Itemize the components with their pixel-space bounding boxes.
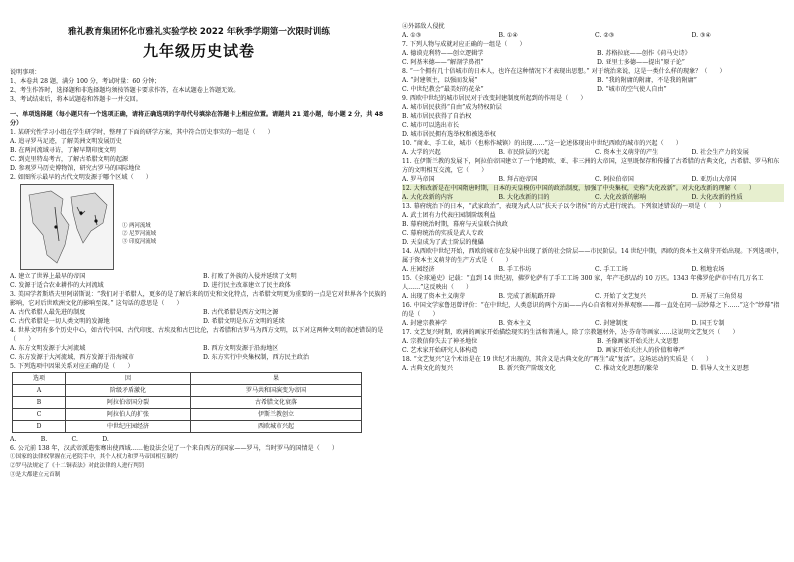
- question-stem: 12. 大和改新是在中国隋唐时期，日本的天皇模仿中国的政治制度，加强了中央集权，史称“大化改新”。对大化改新的理解（ ）: [402, 185, 756, 192]
- table-header-row: [13, 373, 362, 385]
- table-cell: 中世纪庄园经济: [66, 421, 191, 433]
- option: B. 在两河流域寻访，了解早期印度文明: [10, 147, 116, 154]
- option: A. 宗教信仰失去了神圣地位: [402, 338, 478, 345]
- instruction-item: 1、本卷共 28 题，满分 100 分，考试时量：60 分钟；: [10, 78, 161, 85]
- option: A. 大学的兴起: [402, 149, 441, 156]
- option: A. 封建宗教神学: [402, 320, 447, 327]
- question-stem: 13. 幕府统治下的日本，“武家政治”，表现为武人以“扶天子以令诸侯”的方式进行统治。下列叙述错误的一项是（ ）: [402, 203, 725, 210]
- instructions-heading: 说明事项：: [10, 69, 41, 76]
- question-stem: 5. 下列选项中因果关系对应正确的是（ ）: [10, 363, 134, 370]
- option: B. 苏格拉底——创作《荷马史诗》: [597, 50, 691, 57]
- option: D. 大化改新的性质: [691, 194, 743, 201]
- option: B. ①④: [498, 32, 518, 39]
- option: C. 资本主义萌芽的产生: [595, 149, 659, 156]
- question-stem: 4. 世界文明有多个历史中心，如古代中国、古代印度、古埃及和古巴比伦，古希腊和古罗马为西方文明，以下对这两种文明的叙述错误的是（ ）: [10, 327, 384, 343]
- question-9: [402, 94, 784, 139]
- cause-effect-table: [12, 372, 362, 433]
- question-stem: 3. 美国学者斯塔夫里阿诺斯说：“我们对于希腊人，更多的是了解后来的历史和文化特点，古希腊文明更为重要的一点是它对世界各个民族的影响，它对后世欧洲文化的影响至深。” 这句话的意思是（ ）: [10, 291, 387, 307]
- instruction-item: 3、考试结束后，将本试题卷和答题卡一并交回。: [10, 96, 142, 103]
- option: B. 手工作坊: [498, 266, 532, 273]
- option: C. 东方发源于大河流域，西方发源于沿海城市: [10, 354, 135, 361]
- option: C. 幕府统治的实质是武人专政: [402, 230, 484, 237]
- section-heading: 一、单项选择题（每小题只有一个选项正确，请将正确选项的字母代号填涂在答题卡上相应位置。请题共 21 道小题，每小题 2 分，共 48 分）: [10, 111, 384, 127]
- question-stem: 10. “商业、手工业，城市（也称作城镇）的出现……”这一论述体现出中世纪西欧的城市的兴起（ ）: [402, 140, 682, 147]
- option: A. 东方文明发源于大河流域: [10, 345, 86, 352]
- option: D. 租地农场: [691, 266, 725, 273]
- option: D. 天皇成为了武士阶层的傀儡: [402, 239, 484, 246]
- question-stem: 1. 某研究性学习小组在学生研学时，整理了下面的研学方案，其中符合历史事实的一组是（ ）: [10, 129, 274, 136]
- option: A. 古代希腊人最先进的制度: [10, 309, 86, 316]
- option: B. 幕府统治时期，幕府与天皇联合执政: [402, 221, 508, 228]
- option: A. 武士团有力代表庄园制阶级利益: [402, 212, 496, 219]
- answer-options: A. B. C. D.: [10, 436, 109, 443]
- legend-item: ③ 印度河流域: [122, 239, 157, 245]
- option: D. 城市居民拥有选举权和被选举权: [402, 131, 496, 138]
- table-cell: 西欧城市兴起: [191, 421, 362, 433]
- option: C. 发源于适合农业耕作的大河流域: [10, 282, 104, 289]
- question-7: [402, 40, 784, 67]
- table-row: [13, 409, 362, 421]
- option: C. ②③: [595, 32, 615, 39]
- option: A. 古典文化的复兴: [402, 365, 453, 372]
- option: C. 手工工场: [595, 266, 628, 273]
- question-stem: 17. 文艺复兴时期，欧洲的画家开始描绘现实的生活和普通人，除了宗教题材外，达·芬奇等画家……这说明文艺复兴（ ）: [402, 329, 739, 336]
- option: C. 城市可以选出市长: [402, 122, 460, 129]
- question-11: [402, 157, 784, 184]
- table-cell: A: [13, 385, 66, 397]
- option: A. 庄园经济: [402, 266, 435, 273]
- option: D. 国王专制: [691, 320, 725, 327]
- question-stem: 7. 下列人物与成就对应正确的一组是（ ）: [402, 41, 526, 48]
- question-10: [402, 139, 784, 157]
- option: D. 进行民主改革建立了民主政体: [203, 282, 291, 289]
- question-stem: 8. “一个拥有几十倍城市的日本人，也许在这种情况下才表现出思想。” 对于统治来说，这是一类什么样的现象？（ ）: [402, 68, 726, 75]
- option: C. 封建制度: [595, 320, 628, 327]
- option: D. 参观罗马历史博物馆，研究古罗马的国际地位: [10, 165, 141, 172]
- option: D. 东方实行中央集权制，西方民主政治: [203, 354, 310, 361]
- option: B. 市民阶层的兴起: [498, 149, 550, 156]
- question-stem: 16. 中国文学家鲁迅曾评价：“在中世纪，人类意识的两个方面——内心自省和对外界观察——都一直处在同一层纱幕之下……”这个“纱幕”指的是（ ）: [402, 302, 780, 318]
- option: A. 罗马帝国: [402, 176, 435, 183]
- table-row: [13, 397, 362, 409]
- question-15: [402, 274, 784, 301]
- table-cell: 罗马共和国演变为帝国: [191, 385, 362, 397]
- option: D. “城市的空气使人自由”: [597, 86, 667, 93]
- table-header: 因: [66, 373, 191, 385]
- option: B. 打败了外族的入侵并延续了文明: [203, 273, 297, 280]
- question-16: [402, 301, 784, 328]
- question-5: [10, 362, 388, 444]
- table-cell: 古希腊文化衰落: [191, 397, 362, 409]
- option: A. 建立了世界上最早的帝国: [10, 273, 86, 280]
- option: D. 亚里士多德——提出“原子论”: [597, 59, 685, 66]
- option: C. 推动文化思想的繁荣: [595, 365, 659, 372]
- option: D. 亚历山大帝国: [691, 176, 737, 183]
- table-header: 果: [191, 373, 362, 385]
- question-stem: 15.《全球通史》记载：“直到 14 世纪初，佛罗伦萨有了手工工场 300 家，年产毛织品约 10 万匹。1343 年佛罗伦萨市中有几万名工人……”这反映出（ ）: [402, 275, 764, 291]
- question-6: [10, 444, 388, 480]
- left-column: [10, 18, 388, 480]
- note: ③是大都建立元首制: [10, 472, 61, 478]
- note: ①国家的法律权掌握在元老院手中，其个人权力和罗马帝国相互制约: [10, 454, 178, 460]
- option: B. 古代希腊是西方文明之源: [203, 309, 279, 316]
- option: C. 中世纪教会“最美好的花朵”: [402, 86, 484, 93]
- option: B. 西方文明发源于沿海地区: [203, 345, 279, 352]
- question-stem: 18. “文艺复兴”这个术语是在 19 世纪才出现的，其含义是古典文化的“再生”或“复活”。这场运动的实质是（ ）: [402, 356, 713, 363]
- option: B. 完成了新航路开辟: [498, 293, 556, 300]
- legend-item: ① 两河流域: [122, 223, 151, 229]
- table-header: 选项: [13, 373, 66, 385]
- question-18: [402, 355, 784, 373]
- table-cell: 阶级矛盾激化: [66, 385, 191, 397]
- table-row: [13, 385, 362, 397]
- table-cell: 伊斯兰教创立: [191, 409, 362, 421]
- question-stem: 14. 从西欧中世纪开始，西欧的城市在发展中出现了新的社会阶层——市民阶层。14 世纪中期，西欧的资本主义萌芽开始出现。下列选项中，属于资本主义萌芽的生产方式是（ ）: [402, 248, 783, 264]
- question-13: [402, 202, 784, 247]
- option: A. 大化改新的内容: [402, 194, 453, 201]
- question-stem: 11. 在伊斯兰教的发展下，阿拉伯帝国建立了一个地跨欧、亚、非三洲的大帝国，这里既保存和传播了古希腊的古典文化，古希腊、罗马和东方的文明相互交流，它（ ）: [402, 158, 780, 174]
- option: B. 大化改新的目的: [498, 194, 550, 201]
- question-12: [402, 184, 784, 202]
- note: ④外部敌人侵扰: [402, 23, 445, 30]
- question-3: [10, 290, 388, 326]
- question-stem: 6. 公元前 138 年，汉武帝派遣张骞出使西域……他设法会见了一个来自西方的国家——罗马，当时罗马的国情是（ ）: [10, 445, 338, 452]
- option: D. 倡导人文主义思想: [691, 365, 749, 372]
- table-cell: 阿拉伯人的扩张: [66, 409, 191, 421]
- table-cell: C: [13, 409, 66, 421]
- question-stem: 2. 如图所示最早的古代文明发源于哪个区域（ ）: [10, 174, 152, 181]
- instruction-item: 2、考生作答时，选择题和非选择题均须按答题卡要求作答，在本试题卷上答题无效。: [10, 87, 240, 94]
- option: C. 到克里特岛考古，了解古希腊文明的起源: [10, 156, 129, 163]
- option: C. 古代希腊是一切人类文明的发源地: [10, 318, 110, 325]
- option: D. 画家开始关注人的价值和尊严: [597, 347, 685, 354]
- option: C. 大化改新的影响: [595, 194, 646, 201]
- option: A. 德谟克利特——创立逻辑学: [402, 50, 484, 57]
- table-cell: 阿拉伯帝国分裂: [66, 397, 191, 409]
- question-14: [402, 247, 784, 274]
- option: A. 出现了资本主义萌芽: [402, 293, 466, 300]
- right-column: [402, 22, 784, 373]
- option: B. 新兴资产阶级文化: [498, 365, 556, 372]
- question-4: [10, 326, 388, 362]
- legend-item: ② 尼罗河流域: [122, 231, 157, 237]
- option: D. 社会生产力的发展: [691, 149, 749, 156]
- table-cell: D: [13, 421, 66, 433]
- option: A. 城市居民获得“自由”成为特权阶层: [402, 104, 502, 111]
- table-row: [13, 421, 362, 433]
- option: D. ③④: [691, 32, 711, 39]
- option: A. “封建领主，以强而发展”: [402, 77, 478, 84]
- option: B. 圣像画家开始关注人文思想: [597, 338, 679, 345]
- paper-title: 九年级历史试卷: [142, 42, 255, 60]
- option: A. ①③: [402, 32, 422, 39]
- option: C. 艺术家开始研究人体构造: [402, 347, 478, 354]
- option: C. 阿拉伯帝国: [595, 176, 634, 183]
- question-17: [402, 328, 784, 355]
- ancient-civilization-map: [20, 184, 114, 270]
- question-2: [10, 173, 388, 290]
- note: ②罗马法规定了《十二铜表法》对此法律的人进行判罚: [10, 463, 145, 469]
- option: D. 开展了三角贸易: [691, 293, 743, 300]
- option: B. 拜占庭帝国: [498, 176, 538, 183]
- option: D. 希腊文明是东方文明的延续: [203, 318, 285, 325]
- option: B. 城市居民获得了自治权: [402, 113, 472, 120]
- option: C. 开始了文艺复兴: [595, 293, 646, 300]
- map-figure: [20, 184, 388, 270]
- map-legend: [122, 222, 156, 270]
- question-8: [402, 67, 784, 94]
- option: B. 资本主义: [498, 320, 532, 327]
- table-cell: B: [13, 397, 66, 409]
- school-line: 雅礼教育集团怀化市雅礼实验学校 2022 年秋季学期第一次限时训练: [68, 27, 330, 37]
- question-stem: 9. 西欧中世纪的城市居民对于改变封建制度所起到的作用是（ ）: [402, 95, 587, 102]
- option: A. 追寻罗马足迹，了解美洲文明发展历史: [10, 138, 122, 145]
- question-1: [10, 128, 388, 173]
- option: B. “我的附庸的附庸，不是我的附庸”: [597, 77, 697, 84]
- option: C. 阿基米德——“解剖学鼻祖”: [402, 59, 484, 66]
